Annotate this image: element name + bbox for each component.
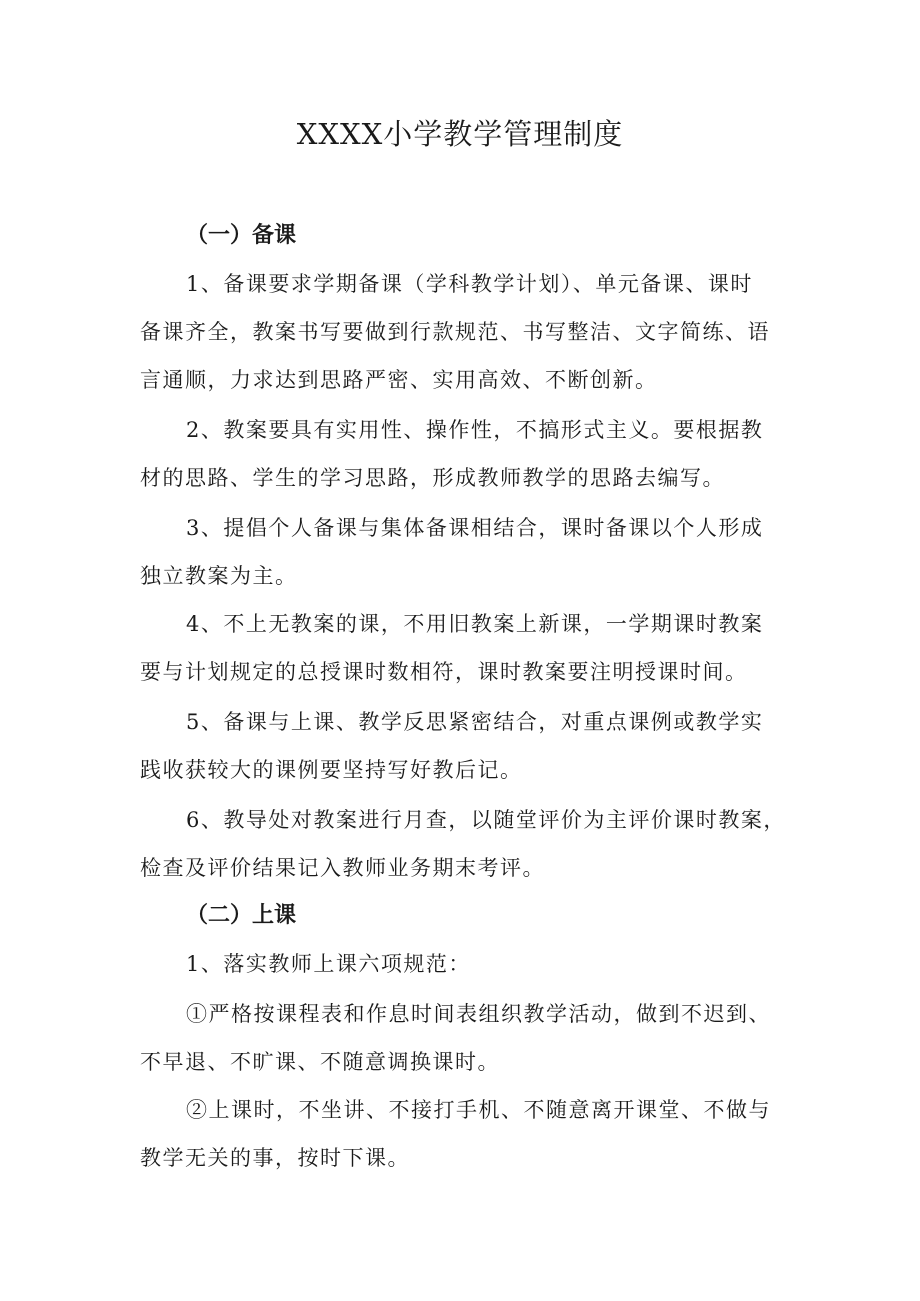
paragraph-line: 1、备课要求学期备课（学科教学计划）、单元备课、课时	[186, 272, 753, 296]
paragraph-line: ②上课时，不坐讲、不接打手机、不随意离开课堂、不做与	[186, 1098, 771, 1122]
paragraph-line: 备课齐全，教案书写要做到行款规范、书写整洁、文字简练、语	[140, 320, 770, 344]
paragraph-line: 践收获较大的课例要坚持写好教后记。	[140, 758, 523, 782]
document-title: XXXX小学教学管理制度	[296, 117, 624, 151]
paragraph-line: 检查及评价结果记入教师业务期末考评。	[140, 856, 545, 880]
paragraph-line: 1、落实教师上课六项规范：	[186, 952, 471, 976]
section-heading-teaching: （二）上课	[186, 903, 297, 928]
paragraph-line: ①严格按课程表和作息时间表组织教学活动，做到不迟到、	[186, 1002, 771, 1026]
paragraph-line: 3、提倡个人备课与集体备课相结合，课时备课以个人形成	[186, 516, 764, 540]
paragraph-line: 材的思路、学生的学习思路，形成教师教学的思路去编写。	[140, 466, 725, 490]
paragraph-line: 要与计划规定的总授课时数相符，课时教案要注明授课时间。	[140, 660, 748, 684]
paragraph-line: 言通顺，力求达到思路严密、实用高效、不断创新。	[140, 368, 658, 392]
paragraph-line: 独立教案为主。	[140, 564, 298, 588]
paragraph-line: 教学无关的事，按时下课。	[140, 1146, 410, 1170]
paragraph-line: 4、不上无教案的课，不用旧教案上新课，一学期课时教案	[186, 612, 764, 636]
paragraph-line: 不早退、不旷课、不随意调换课时。	[140, 1050, 500, 1074]
paragraph-line: 2、教案要具有实用性、操作性，不搞形式主义。要根据教	[186, 418, 764, 442]
section-heading-preparation: （一）备课	[186, 223, 297, 248]
paragraph-line: 6、教导处对教案进行月查，以随堂评价为主评价课时教案，	[186, 808, 786, 832]
paragraph-line: 5、备课与上课、教学反思紧密结合，对重点课例或教学实	[186, 710, 764, 734]
